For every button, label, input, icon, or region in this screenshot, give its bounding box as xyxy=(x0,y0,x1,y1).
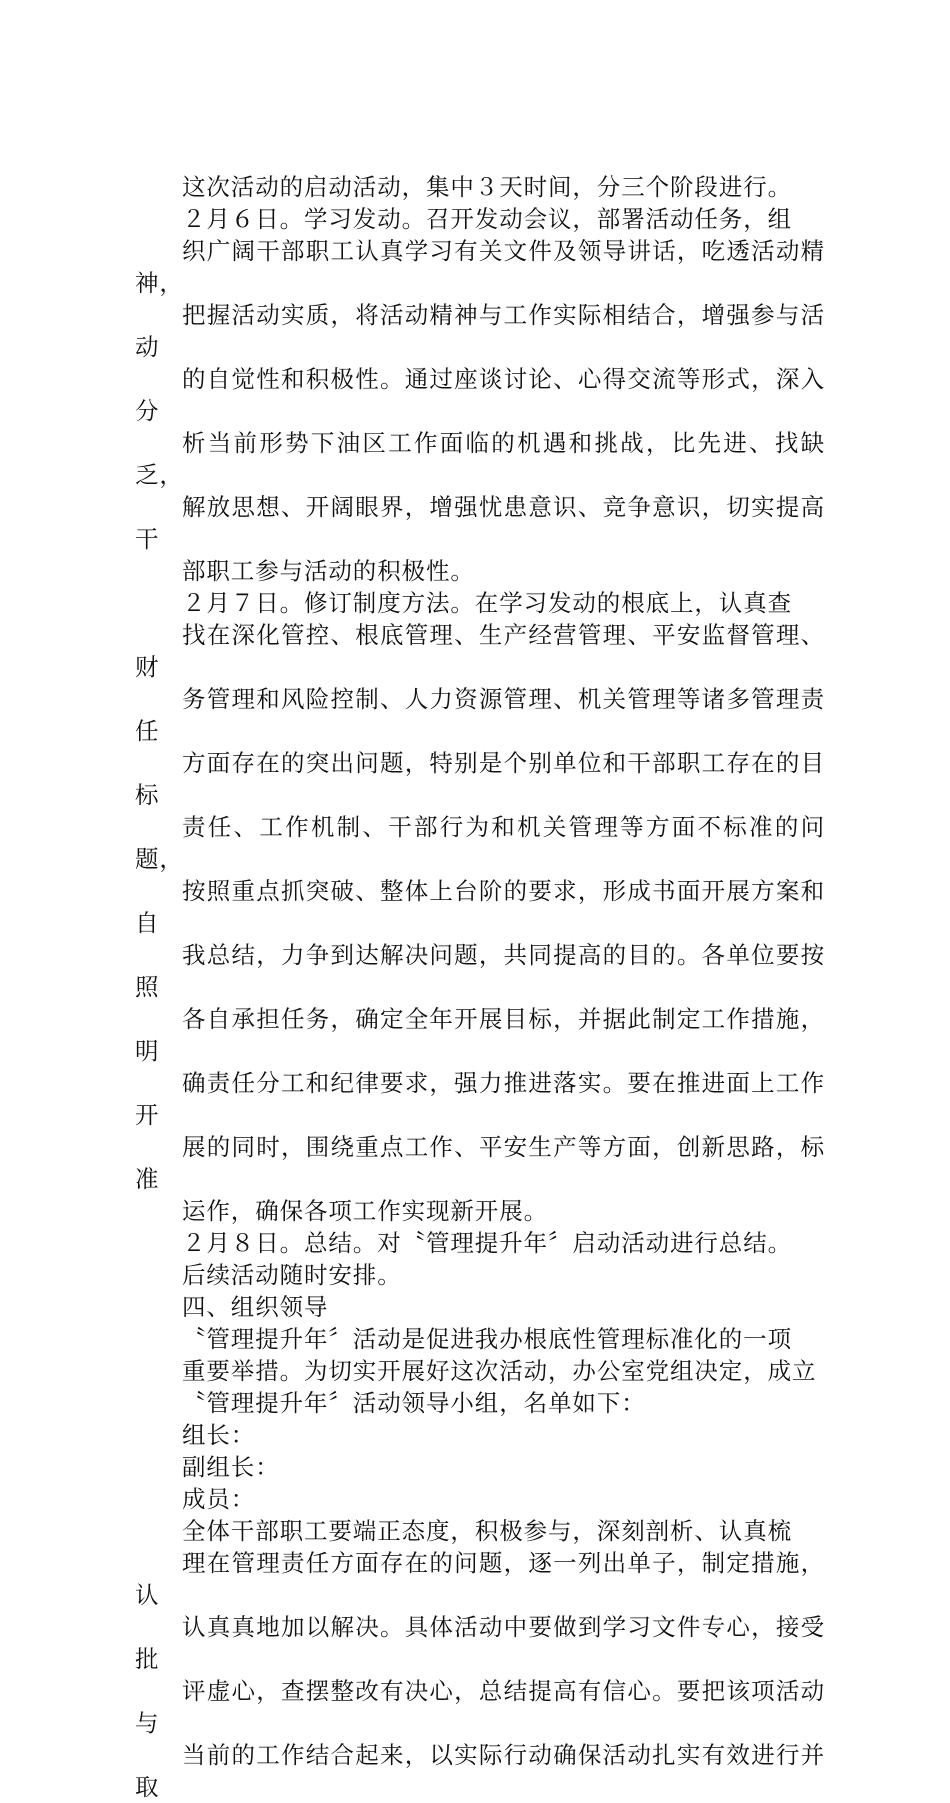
group-leader-line xyxy=(135,1419,825,1451)
text-line: 织广阔干部职工认真学习有关文件及领导讲话，吃透活动精神， xyxy=(135,237,825,297)
text-line: 我总结，力争到达解决问题，共同提高的目的。各单位要按照 xyxy=(135,941,825,1001)
text-line: 成员： xyxy=(182,1485,256,1513)
text-line: 后续活动随时安排。 xyxy=(182,1261,402,1289)
paragraph-requirements xyxy=(135,1515,825,1803)
text-line: 重要举措。为切实开展好这次活动，办公室党组决定，成立 xyxy=(182,1357,817,1385)
text-line: 组长： xyxy=(182,1421,256,1449)
text-line: 副组长： xyxy=(182,1453,280,1481)
text-line: 责任、工作机制、干部行为和机关管理等方面不标准的问题， xyxy=(135,813,825,873)
text-line: 各自承担任务，确定全年开展目标，并据此制定工作措施，明 xyxy=(135,1005,825,1065)
text-line: 务管理和风险控制、人力资源管理、机关管理等诸多管理责任 xyxy=(135,685,825,745)
text-line: 〝管理提升年〞活动是促进我办根底性管理标准化的一项 xyxy=(182,1325,792,1353)
text-line: 理在管理责任方面存在的问题，逐一列出单子，制定措施，认 xyxy=(135,1549,825,1609)
paragraph-feb6 xyxy=(135,203,825,587)
document-body xyxy=(135,171,825,1803)
members-line xyxy=(135,1483,825,1515)
text-line: 解放思想、开阔眼界，增强忧患意识、竞争意识，切实提高干 xyxy=(135,493,825,553)
text-line: 认真真地加以解决。具体活动中要做到学习文件专心，接受批 xyxy=(135,1613,825,1673)
deputy-leader-line xyxy=(135,1451,825,1483)
paragraph-intro xyxy=(135,171,825,203)
text-line: 〝管理提升年〞活动领导小组，名单如下： xyxy=(182,1389,646,1417)
paragraph-leadership-group xyxy=(135,1323,825,1419)
text-line: ２月８日。总结。对〝管理提升年〞启动活动进行总结。 xyxy=(182,1229,792,1257)
text-line: 评虚心，查摆整改有决心，总结提高有信心。要把该项活动与 xyxy=(135,1677,825,1737)
text-line: 展的同时，围绕重点工作、平安生产等方面，创新思路，标准 xyxy=(135,1133,825,1193)
text-line: 部职工参与活动的积极性。 xyxy=(182,557,475,585)
text-line: 析当前形势下油区工作面临的机遇和挑战，比先进、找缺乏， xyxy=(135,429,825,489)
paragraph-feb7 xyxy=(135,587,825,1227)
text-line: 找在深化管控、根底管理、生产经营管理、平安监督管理、财 xyxy=(135,621,825,681)
text-line: 把握活动实质，将活动精神与工作实际相结合，增强参与活动 xyxy=(135,301,825,361)
text-line: ２月７日。修订制度方法。在学习发动的根底上，认真查 xyxy=(182,589,792,617)
text-line: 当前的工作结合起来，以实际行动确保活动扎实有效进行并取 xyxy=(135,1741,825,1801)
text-line: 确责任分工和纪律要求，强力推进落实。要在推进面上工作开 xyxy=(135,1069,825,1129)
text-line: 四、组织领导 xyxy=(182,1293,329,1321)
text-line: 按照重点抓突破、整体上台阶的要求，形成书面开展方案和自 xyxy=(135,877,825,937)
text-line: 这次活动的启动活动，集中３天时间，分三个阶段进行。 xyxy=(182,173,792,201)
text-line: 方面存在的突出问题，特别是个别单位和干部职工存在的目标 xyxy=(135,749,825,809)
text-line: ２月６日。学习发动。召开发动会议，部署活动任务，组 xyxy=(182,205,792,233)
text-line: 全体干部职工要端正态度，积极参与，深刻剖析、认真梳 xyxy=(182,1517,792,1545)
paragraph-feb8 xyxy=(135,1227,825,1291)
text-line: 运作，确保各项工作实现新开展。 xyxy=(182,1197,548,1225)
text-line: 的自觉性和积极性。通过座谈讨论、心得交流等形式，深入分 xyxy=(135,365,825,425)
section-heading-organization xyxy=(135,1291,825,1323)
